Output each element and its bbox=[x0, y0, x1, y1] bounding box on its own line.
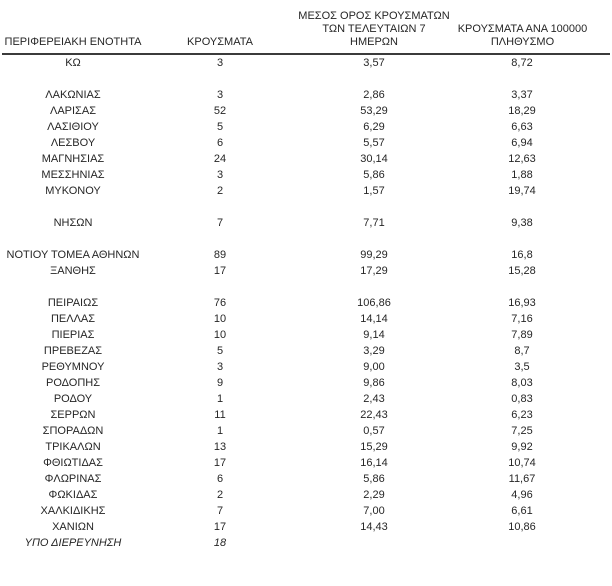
column-header-avg7 bbox=[296, 6, 452, 54]
column-header-region bbox=[2, 6, 144, 54]
avg7-cell bbox=[296, 71, 452, 87]
region-cell: ΡΟΔΟΥ bbox=[53, 393, 93, 405]
region-cell: ΥΠΟ ΔΙΕΡΕΥΝΗΣΗ bbox=[24, 537, 122, 549]
column-header-cases-label: ΚΡΟΥΣΜΑΤΑ bbox=[187, 36, 253, 48]
per100k-cell: 3,37 bbox=[511, 89, 533, 101]
cases-cell: 89 bbox=[213, 249, 227, 261]
avg7-cell: 7,71 bbox=[363, 217, 385, 229]
cases-cell: 1 bbox=[216, 393, 224, 405]
table-header-row bbox=[2, 6, 610, 54]
table-row bbox=[2, 247, 610, 263]
region-cell: ΜΑΓΝΗΣΙΑΣ bbox=[41, 153, 105, 165]
cases-cell bbox=[144, 231, 296, 247]
avg7-cell: 5,57 bbox=[363, 137, 385, 149]
region-cell: ΠΡΕΒΕΖΑΣ bbox=[43, 345, 103, 357]
table-row bbox=[2, 471, 610, 487]
per100k-cell bbox=[452, 279, 610, 295]
avg7-cell: 16,14 bbox=[360, 457, 388, 469]
region-cell: ΠΙΕΡΙΑΣ bbox=[51, 329, 95, 341]
table-row bbox=[2, 311, 610, 327]
table-row bbox=[2, 359, 610, 375]
avg7-cell: 2,86 bbox=[363, 89, 385, 101]
per100k-cell: 8,03 bbox=[511, 377, 533, 389]
cases-cell: 24 bbox=[213, 153, 227, 165]
table-row bbox=[2, 215, 610, 231]
cases-cell: 3 bbox=[216, 89, 224, 101]
avg7-cell: 14,43 bbox=[360, 521, 388, 533]
table-row bbox=[2, 519, 610, 535]
per100k-cell: 11,67 bbox=[508, 473, 536, 485]
avg7-cell: 7,00 bbox=[363, 505, 385, 517]
per100k-cell bbox=[452, 71, 610, 87]
cases-cell: 2 bbox=[216, 489, 224, 501]
region-cell: ΧΑΛΚΙΔΙΚΗΣ bbox=[40, 505, 106, 517]
per100k-cell: 1,88 bbox=[511, 169, 533, 181]
cases-cell: 52 bbox=[213, 105, 227, 117]
table-row bbox=[2, 87, 610, 103]
cases-cell: 5 bbox=[216, 345, 224, 357]
region-cell: ΠΕΛΛΑΣ bbox=[50, 313, 96, 325]
table-row bbox=[2, 423, 610, 439]
table-row bbox=[2, 375, 610, 391]
cases-cell: 1 bbox=[216, 425, 224, 437]
table-header bbox=[2, 6, 610, 54]
cases-cell: 11 bbox=[214, 409, 226, 421]
avg7-cell: 17,29 bbox=[360, 265, 388, 277]
region-cell: ΤΡΙΚΑΛΩΝ bbox=[45, 441, 101, 453]
avg7-cell: 106,86 bbox=[357, 297, 391, 309]
region-cell: ΡΕΘΥΜΝΟΥ bbox=[41, 361, 105, 373]
column-header-per100k-line1: ΚΡΟΥΣΜΑΤΑ ΑΝΑ 100000 bbox=[457, 23, 588, 35]
cases-cell: 18 bbox=[213, 537, 227, 549]
avg7-cell: 30,14 bbox=[360, 153, 388, 165]
region-cell: ΦΛΩΡΙΝΑΣ bbox=[44, 473, 102, 485]
avg7-cell: 5,86 bbox=[363, 169, 385, 181]
table-row bbox=[2, 407, 610, 423]
per100k-cell: 9,38 bbox=[511, 217, 533, 229]
column-header-avg7-line1: ΜΕΣΟΣ ΟΡΟΣ ΚΡΟΥΣΜΑΤΩΝ bbox=[298, 10, 450, 22]
avg7-cell: 9,00 bbox=[363, 361, 385, 373]
per100k-cell: 12,63 bbox=[508, 153, 536, 165]
cases-cell: 76 bbox=[213, 297, 227, 309]
region-cell: ΛΑΡΙΣΑΣ bbox=[49, 105, 96, 117]
table-row bbox=[2, 455, 610, 471]
region-cell: ΛΕΣΒΟΥ bbox=[50, 137, 96, 149]
table-row bbox=[2, 199, 610, 215]
cases-cell: 10 bbox=[213, 329, 227, 341]
per100k-cell bbox=[452, 231, 610, 247]
per100k-cell: 7,89 bbox=[511, 329, 533, 341]
table-row bbox=[2, 503, 610, 519]
cases-cell: 6 bbox=[216, 473, 224, 485]
avg7-cell: 99,29 bbox=[360, 249, 388, 261]
avg7-cell: 9,86 bbox=[363, 377, 385, 389]
region-cell: ΧΑΝΙΩΝ bbox=[52, 521, 94, 533]
per100k-cell: 6,63 bbox=[511, 121, 533, 133]
cases-cell: 7 bbox=[216, 217, 224, 229]
table-row bbox=[2, 135, 610, 151]
column-header-avg7-line2: ΤΩΝ ΤΕΛΕΥΤΑΙΩΝ 7 bbox=[322, 23, 426, 35]
column-header-region-label: ΠΕΡΙΦΕΡΕΙΑΚΗ ΕΝΟΤΗΤΑ bbox=[4, 36, 142, 48]
per100k-cell: 18,29 bbox=[508, 105, 536, 117]
per100k-cell: 6,94 bbox=[511, 137, 533, 149]
region-cell: ΝΗΣΩΝ bbox=[53, 217, 93, 229]
table-row bbox=[2, 54, 610, 71]
cases-cell: 17 bbox=[213, 265, 227, 277]
per100k-cell: 7,25 bbox=[511, 425, 533, 437]
avg7-cell: 1,57 bbox=[363, 185, 385, 197]
cases-cell bbox=[144, 279, 296, 295]
cases-cell: 10 bbox=[213, 313, 227, 325]
cases-cell: 7 bbox=[216, 505, 224, 517]
table-body bbox=[2, 54, 610, 551]
table-row bbox=[2, 439, 610, 455]
region-cell: ΜΕΣΣΗΝΙΑΣ bbox=[41, 169, 105, 181]
table-row bbox=[2, 151, 610, 167]
avg7-cell bbox=[296, 199, 452, 215]
avg7-cell bbox=[296, 231, 452, 247]
avg7-cell: 6,29 bbox=[363, 121, 385, 133]
cases-cell bbox=[144, 199, 296, 215]
region-cell: ΦΘΙΩΤΙΔΑΣ bbox=[43, 457, 103, 469]
per100k-cell: 3,5 bbox=[514, 361, 530, 373]
region-cell: ΞΑΝΘΗΣ bbox=[50, 265, 96, 277]
table-row bbox=[2, 119, 610, 135]
per100k-cell: 8,72 bbox=[511, 57, 533, 69]
table-row bbox=[2, 535, 610, 551]
table-row bbox=[2, 327, 610, 343]
table-row bbox=[2, 71, 610, 87]
cases-cell bbox=[144, 71, 296, 87]
column-header-per100k-line2: ΠΛΗΘΥΣΜΟ bbox=[490, 36, 555, 48]
table-row bbox=[2, 295, 610, 311]
per100k-cell bbox=[452, 199, 610, 215]
table-row bbox=[2, 391, 610, 407]
table-row bbox=[2, 103, 610, 119]
region-cell bbox=[2, 71, 144, 87]
per100k-cell: 6,23 bbox=[511, 409, 533, 421]
column-header-cases bbox=[144, 6, 296, 54]
region-cell: ΛΑΣΙΘΙΟΥ bbox=[47, 121, 99, 133]
regional-cases-table bbox=[2, 6, 610, 551]
per100k-cell: 6,61 bbox=[511, 505, 533, 517]
per100k-cell: 7,16 bbox=[511, 313, 533, 325]
table-row bbox=[2, 167, 610, 183]
region-cell: ΜΥΚΟΝΟΥ bbox=[45, 185, 101, 197]
per100k-cell: 10,86 bbox=[508, 521, 536, 533]
avg7-cell: 5,86 bbox=[363, 473, 385, 485]
region-cell: ΠΕΙΡΑΙΩΣ bbox=[47, 297, 99, 309]
per100k-cell: 16,8 bbox=[511, 249, 533, 261]
avg7-cell bbox=[296, 279, 452, 295]
per100k-cell: 19,74 bbox=[508, 185, 536, 197]
column-header-per100k bbox=[452, 6, 610, 54]
region-cell: ΚΩ bbox=[65, 57, 81, 69]
cases-cell: 2 bbox=[216, 185, 224, 197]
cases-cell: 9 bbox=[216, 377, 224, 389]
region-cell: ΣΕΡΡΩΝ bbox=[50, 409, 96, 421]
cases-cell: 3 bbox=[216, 361, 224, 373]
avg7-cell: 2,29 bbox=[363, 489, 385, 501]
avg7-cell bbox=[296, 535, 452, 551]
region-cell: ΦΩΚΙΔΑΣ bbox=[48, 489, 98, 501]
per100k-cell: 15,28 bbox=[508, 265, 536, 277]
region-cell: ΛΑΚΩΝΙΑΣ bbox=[45, 89, 101, 101]
table-row bbox=[2, 183, 610, 199]
table-row bbox=[2, 263, 610, 279]
per100k-cell: 8,7 bbox=[514, 345, 530, 357]
avg7-cell: 9,14 bbox=[363, 329, 385, 341]
avg7-cell: 22,43 bbox=[360, 409, 388, 421]
cases-cell: 5 bbox=[216, 121, 224, 133]
per100k-cell: 0,83 bbox=[511, 393, 533, 405]
region-cell bbox=[2, 199, 144, 215]
per100k-cell: 16,93 bbox=[508, 297, 536, 309]
avg7-cell: 15,29 bbox=[360, 441, 388, 453]
cases-cell: 6 bbox=[216, 137, 224, 149]
table-row bbox=[2, 279, 610, 295]
cases-cell: 3 bbox=[216, 169, 224, 181]
cases-cell: 13 bbox=[213, 441, 227, 453]
table-row bbox=[2, 343, 610, 359]
cases-cell: 17 bbox=[213, 521, 227, 533]
avg7-cell: 3,57 bbox=[363, 57, 385, 69]
avg7-cell: 14,14 bbox=[360, 313, 388, 325]
region-cell: ΣΠΟΡΑΔΩΝ bbox=[42, 425, 104, 437]
per100k-cell: 10,74 bbox=[508, 457, 536, 469]
table-row bbox=[2, 231, 610, 247]
region-cell bbox=[2, 279, 144, 295]
avg7-cell: 3,29 bbox=[363, 345, 385, 357]
per100k-cell: 9,92 bbox=[511, 441, 533, 453]
region-cell bbox=[2, 231, 144, 247]
avg7-cell: 0,57 bbox=[363, 425, 385, 437]
table-row bbox=[2, 487, 610, 503]
cases-cell: 3 bbox=[216, 57, 224, 69]
per100k-cell bbox=[452, 535, 610, 551]
region-cell: ΡΟΔΟΠΗΣ bbox=[45, 377, 101, 389]
avg7-cell: 53,29 bbox=[360, 105, 388, 117]
avg7-cell: 2,43 bbox=[363, 393, 385, 405]
per100k-cell: 4,96 bbox=[511, 489, 533, 501]
region-cell: ΝΟΤΙΟΥ ΤΟΜΕΑ ΑΘΗΝΩΝ bbox=[6, 249, 140, 261]
column-header-avg7-line3: ΗΜΕΡΩΝ bbox=[350, 36, 398, 48]
cases-cell: 17 bbox=[213, 457, 227, 469]
